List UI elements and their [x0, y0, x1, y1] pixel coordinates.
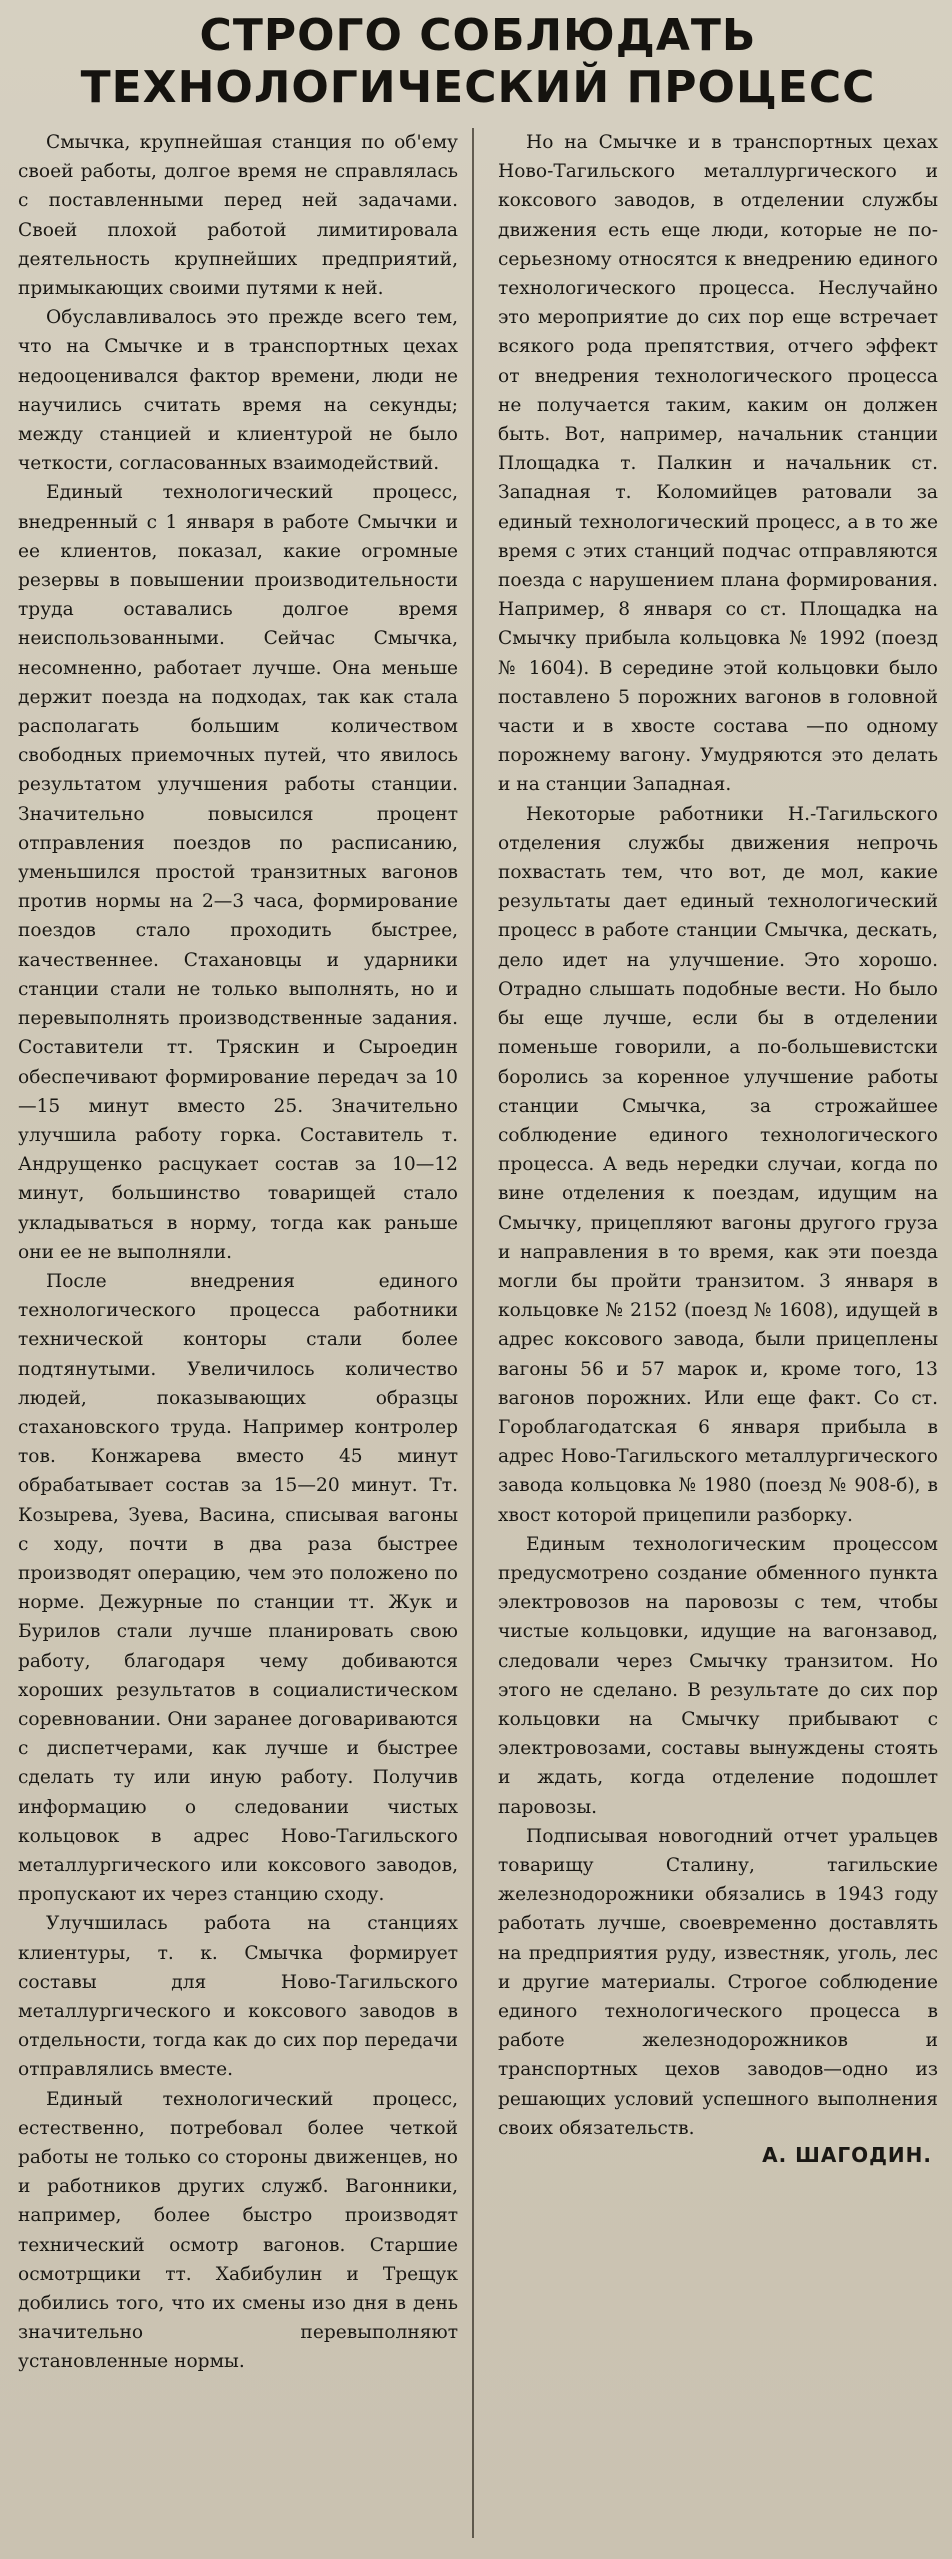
author-signature: А. ШАГОДИН.: [762, 2143, 932, 2168]
headline-line-2: ТЕХНОЛОГИЧЕСКИЙ ПРОЦЕСС: [80, 62, 876, 113]
paragraph: После внедрения единого технологического процесса работники технической конторы стали более подтянутыми. Увеличилось количество людей, показывающих образцы стахановского труда. Например контролер тов. Конжарева вместо 45 минут обрабатывает состав за 15—20 минут. Тт. Козырева, Зуева, Васина, списывая вагоны с ходу, почти в два раза быстрее производят операцию, чем это положено по норме. Дежурные по станции тт. Жук и Бурилов стали лучше планировать свою работу, благодаря чему добиваются хороших результатов в социалистическом соревновании. Они заранее договариваются с диспетчерами, как лучше и быстрее сделать ту или иную работу. Получив информацию о следовании чистых кольцовок в адрес Ново-Тагильского металлургического или коксового заводов, пропускают их через станцию сходу.: [18, 1270, 458, 1906]
paragraph: Обуславливалось это прежде всего тем, что на Смычке и в транспортных цехах недооценивался фактор времени, люди не научились считать время на секунды; между станцией и клиентурой не было четкости, согласованных взаимодействий.: [18, 307, 458, 475]
column-divider: [472, 128, 474, 2538]
left-column: [18, 128, 458, 2548]
article-headline: [18, 10, 938, 114]
paragraph: Единый технологический процесс, внедренный с 1 января в работе Смычки и ее клиентов, показал, какие огромные резервы в повышении производительности труда оставались долгое время неиспользованными. Сейчас Смычка, несомненно, работает лучше. Она меньше держит поезда на подходах, так как стала располагать большим количеством свободных приемочных путей, что явилось результатом улучшения работы станции. Значительно повысился процент отправления поездов по расписанию, уменьшился простой транзитных вагонов против нормы на 2—3 часа, формирование поездов стало проходить быстрее, качественнее. Стахановцы и ударники станции стали не только выполнять, но и перевыполнять производственные задания. Составители тт. Тряскин и Сыроедин обеспечивают формирование передач за 10—15 минут вместо 25. Значительно улучшила работу горка. Составитель т. Андрущенко расцукает состав за 10—12 минут, большинство товарищей стало укладываться в норму, тогда как раньше они ее не выполняли.: [18, 482, 458, 1263]
paragraph: Единым технологическим процессом предусмотрено создание обменного пункта электровозов на паровозы с тем, чтобы чистые кольцовки, идущие на вагонзавод, следовали через Смычку транзитом. Но этого не сделано. В результате до сих пор кольцовки на Смычку прибывают с электровозами, составы вынуждены стоять и ждать, когда отделение подошлет паровозы.: [498, 1533, 938, 1818]
headline-line-1: СТРОГО СОБЛЮДАТЬ: [199, 10, 757, 61]
paragraph: Улучшилась работа на станциях клиентуры, т. к. Смычка формирует составы для Ново-Тагильского металлургического и коксового заводов в отдельности, тогда как до сих пор передачи отправлялись вместе.: [18, 1913, 458, 2081]
paragraph: Некоторые работники Н.-Тагильского отделения службы движения непрочь похвастать тем, что вот, де мол, какие результаты дает единый технологический процесс в работе станции Смычка, дескать, дело идет на улучшение. Это хорошо. Отрадно слышать подобные вести. Но было бы еще лучше, если бы в отделении поменьше говорили, а по-большевистски боролись за коренное улучшение работы станции Смычка, за строжайшее соблюдение единого технологического процесса. А ведь нередки случаи, когда по вине отделения к поездам, идущим на Смычку, прицепляют вагоны другого груза и направления в то время, как эти поезда могли бы пройти транзитом. 3 января в кольцовке № 2152 (поезд № 1608), идущей в адрес коксового завода, были прицеплены вагоны 56 и 57 марок и, кроме того, 13 вагонов порожних. Или еще факт. Со ст. Гороблагодатская 6 января прибыла в адрес Ново-Тагильского металлургического завода кольцовка № 1980 (поезд № 908-б), в хвост которой прицепили разборку.: [498, 803, 938, 1526]
article-columns: [18, 128, 938, 2548]
paragraph: Единый технологический процесс, естественно, потребовал более четкой работы не только со стороны движенцев, но и работников других служб. Вагонники, например, более быстро производят технический осмотр вагонов. Старшие осмотрщики тт. Хабибулин и Трещук добились того, что их смены изо дня в день значительно перевыполняют установленные нормы.: [18, 2088, 458, 2373]
paragraph: Но на Смычке и в транспортных цехах Ново-Тагильского металлургического и коксового заводов, в отделении службы движения есть еще люди, которые не по-серьезному относятся к внедрению единого технологического процесса. Неслучайно это мероприятие до сих пор еще встречает всякого рода препятствия, отчего эффект от внедрения технологического процесса не получается таким, каким он должен быть. Вот, например, начальник станции Площадка т. Палкин и начальник ст. Западная т. Коломийцев ратовали за единый технологический процесс, а в то же время с этих станций подчас отправляются поезда с нарушением плана формирования. Например, 8 января со ст. Площадка на Смычку прибыла кольцовка № 1992 (поезд № 1604). В середине этой кольцовки было поставлено 5 порожних вагонов в головной части и в хвосте состава —по одному порожнему вагону. Умудряются это делать и на станции Западная.: [498, 132, 938, 796]
paragraph: Смычка, крупнейшая станция по об'ему своей работы, долгое время не справлялась с поставленными перед ней задачами. Своей плохой работой лимитировала деятельность крупнейших предприятий, примыкающих своими путями к ней.: [18, 132, 458, 300]
right-column: [498, 128, 938, 2548]
paragraph: Подписывая новогодний отчет уральцев товарищу Сталину, тагильские железнодорожники обязались в 1943 году работать лучше, своевременно доставлять на предприятия руду, известняк, уголь, лес и другие материалы. Строгое соблюдение единого технологического процесса в работе железнодорожников и транспортных цехов заводов—одно из решающих условий успешного выполнения своих обязательств.: [498, 1825, 938, 2139]
